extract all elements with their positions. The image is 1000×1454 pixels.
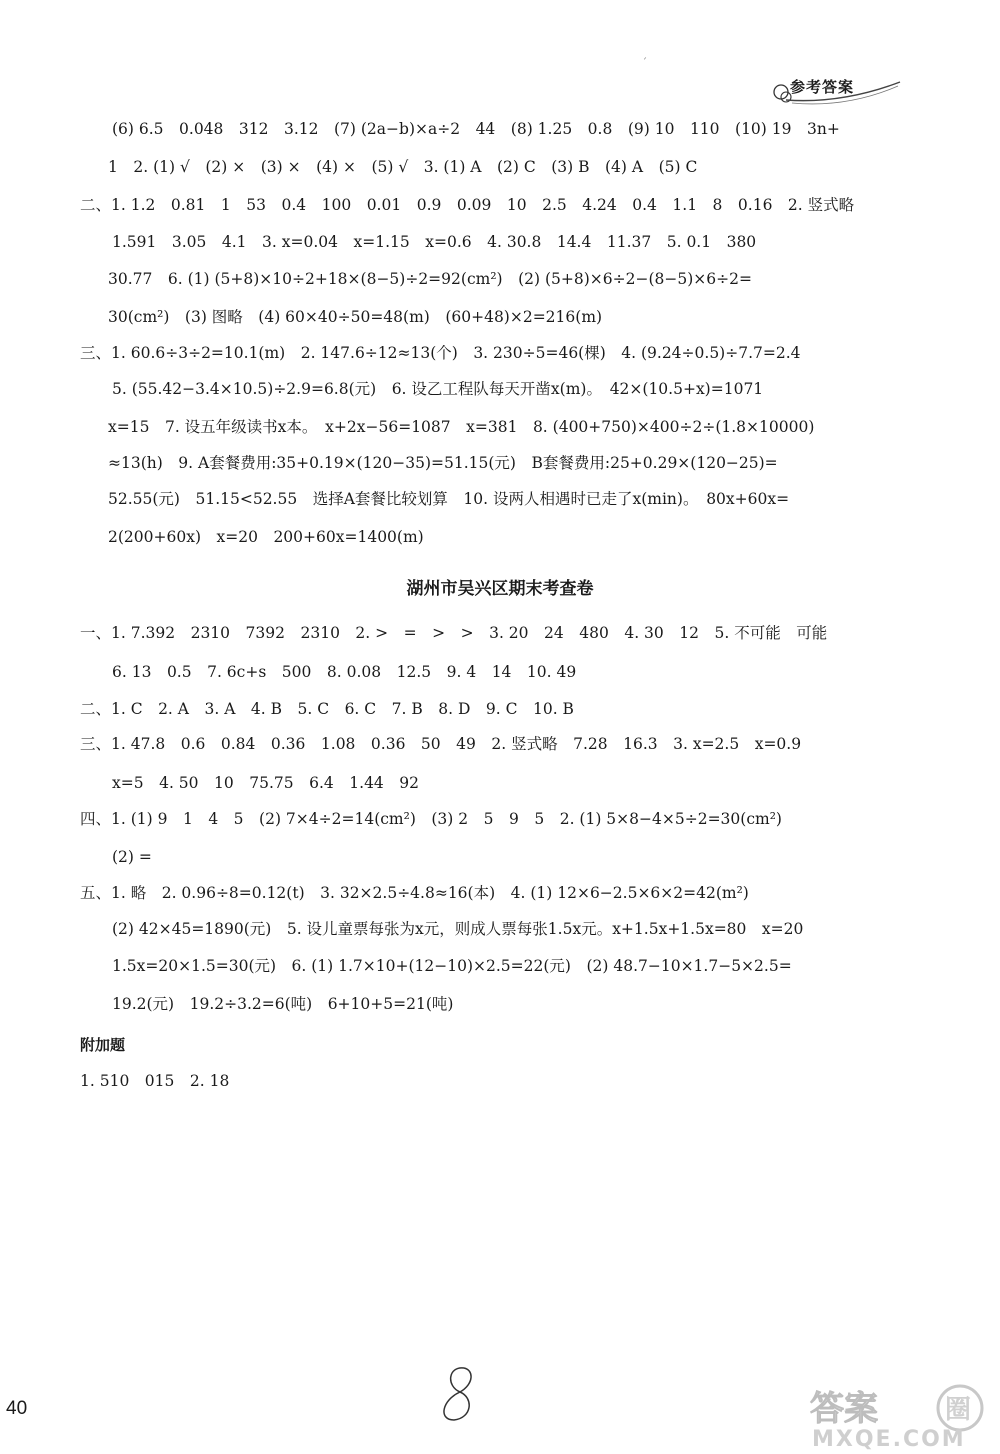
answer-line: 三、1. 47.8 0.6 0.84 0.36 1.08 0.36 50 49 2. 竖式略 7.28 16.3 3. x=2.5 x=0.9 bbox=[80, 735, 802, 753]
svg-text:MXQE.COM: MXQE.COM bbox=[812, 1427, 966, 1450]
answer-line: 30(cm²) (3) 图略 (4) 60×40÷50=48(m) (60+48)×2=216(m) bbox=[108, 308, 603, 326]
section-title: 湖州市吴兴区期末考查卷 bbox=[406, 579, 594, 599]
answer-line: (2) 42×45=1890(元) 5. 设儿童票每张为x元，则成人票每张1.5x元。x+1.5x+1.5x=80 x=20 bbox=[112, 920, 804, 938]
reference-answers-badge bbox=[772, 70, 902, 108]
answer-line: x=15 7. 设五年级读书x本。 x+2x−56=1087 x=381 8. (400+750)×400÷2÷(1.8×10000) bbox=[108, 418, 815, 436]
answer-line: 1. 510 015 2. 18 bbox=[80, 1072, 230, 1090]
answer-line: 四、1. (1) 9 1 4 5 (2) 7×4÷2=14(cm²) (3) 2 5 9 5 2. (1) 5×8−4×5÷2=30(cm²) bbox=[80, 810, 782, 828]
watermark-logo bbox=[800, 1380, 1000, 1450]
answer-line: 6. 13 0.5 7. 6c+s 500 8. 0.08 12.5 9. 4 14 10. 49 bbox=[112, 663, 577, 681]
answer-line: (6) 6.5 0.048 312 3.12 (7) (2a−b)×a÷2 44 (8) 1.25 0.8 (9) 10 110 (10) 19 3n+ bbox=[112, 120, 840, 138]
svg-text:答案: 答案 bbox=[810, 1389, 878, 1429]
handwritten-mark bbox=[430, 1360, 490, 1434]
svg-text:圈: 圈 bbox=[945, 1395, 972, 1425]
answer-line: 19.2(元) 19.2÷3.2=6(吨) 6+10+5=21(吨) bbox=[112, 995, 454, 1013]
answer-line: 52.55(元) 51.15<52.55 选择A套餐比较划算 10. 设两人相遇时已走了x(min)。 80x+60x= bbox=[108, 490, 790, 508]
header-badge-label: 参考答案 bbox=[790, 78, 855, 96]
extra-questions-heading: 附加题 bbox=[80, 1036, 126, 1054]
answer-line: 二、1. C 2. A 3. A 4. B 5. C 6. C 7. B 8. D 9. C 10. B bbox=[80, 700, 574, 718]
page-number: 40 bbox=[6, 1398, 28, 1419]
handwritten-eight-icon bbox=[430, 1360, 490, 1430]
scan-mark: ˊ bbox=[642, 58, 647, 69]
answer-line: 2(200+60x) x=20 200+60x=1400(m) bbox=[108, 528, 424, 546]
answer-line: 1 2. (1) √ (2) × (3) × (4) × (5) √ 3. (1) A (2) C (3) B (4) A (5) C bbox=[108, 158, 698, 176]
answer-line: 1.591 3.05 4.1 3. x=0.04 x=1.15 x=0.6 4. 30.8 14.4 11.37 5. 0.1 380 bbox=[112, 233, 757, 251]
answer-line: ≈13(h) 9. A套餐费用:35+0.19×(120−35)=51.15(元) B套餐费用:25+0.29×(120−25)= bbox=[108, 454, 778, 472]
answer-line: 二、1. 1.2 0.81 1 53 0.4 100 0.01 0.9 0.09 10 2.5 4.24 0.4 1.1 8 0.16 2. 竖式略 bbox=[80, 196, 855, 214]
answer-line: 30.77 6. (1) (5+8)×10÷2+18×(8−5)÷2=92(cm²) (2) (5+8)×6÷2−(8−5)×6÷2= bbox=[108, 270, 752, 288]
answer-line: 三、1. 60.6÷3÷2=10.1(m) 2. 147.6÷12≈13(个) 3. 230÷5=46(棵) 4. (9.24÷0.5)÷7.7=2.4 bbox=[80, 344, 801, 362]
answer-line: x=5 4. 50 10 75.75 6.4 1.44 92 bbox=[112, 774, 420, 792]
answer-line: 5. (55.42−3.4×10.5)÷2.9=6.8(元) 6. 设乙工程队每天开凿x(m)。 42×(10.5+x)=1071 bbox=[112, 380, 764, 398]
answer-line: 1.5x=20×1.5=30(元) 6. (1) 1.7×10+(12−10)×2.5=22(元) (2) 48.7−10×1.7−5×2.5= bbox=[112, 957, 792, 975]
answer-circle-logo-icon bbox=[800, 1380, 1000, 1450]
answer-line: 五、1. 略 2. 0.96÷8=0.12(t) 3. 32×2.5÷4.8≈16(本) 4. (1) 12×6−2.5×6×2=42(m²) bbox=[80, 884, 749, 902]
answer-line: 一、1. 7.392 2310 7392 2310 2. > = > > 3. 20 24 480 4. 30 12 5. 不可能 可能 bbox=[80, 624, 828, 642]
answer-line: (2) = bbox=[112, 848, 152, 866]
